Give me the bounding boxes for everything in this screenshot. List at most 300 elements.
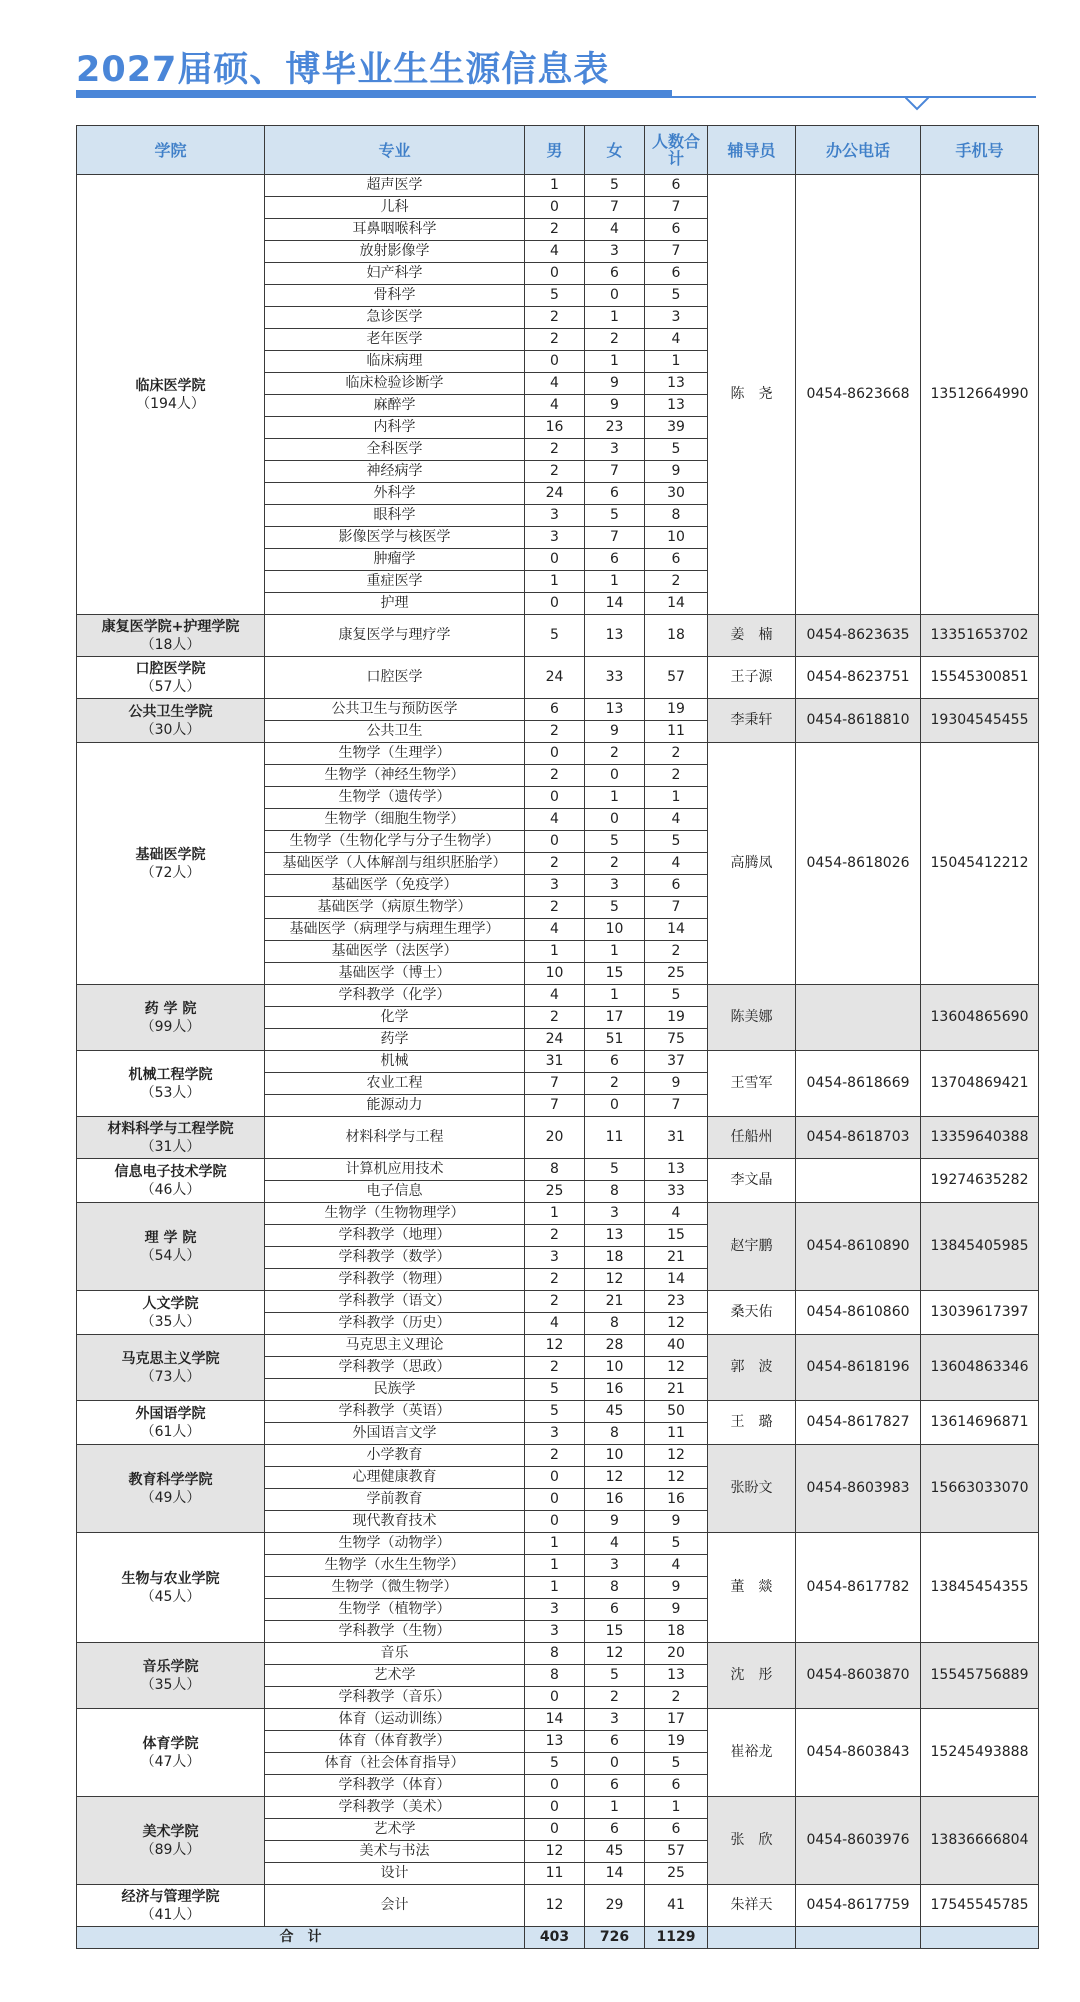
total-count-cell: 41	[645, 1885, 708, 1927]
major-cell: 超声医学	[265, 175, 525, 197]
female-count-cell: 1	[585, 985, 645, 1007]
office-phone-cell: 0454-8610860	[796, 1291, 921, 1335]
male-count-cell: 8	[525, 1159, 585, 1181]
counselor-cell: 李文晶	[708, 1159, 796, 1203]
male-count-cell: 1	[525, 941, 585, 963]
mobile-cell: 13845405985	[921, 1203, 1039, 1291]
counselor-cell: 陈美娜	[708, 985, 796, 1051]
mobile-cell: 15045412212	[921, 743, 1039, 985]
total-count-cell: 16	[645, 1489, 708, 1511]
major-cell: 体育（社会体育指导）	[265, 1753, 525, 1775]
female-count-cell: 4	[585, 1533, 645, 1555]
office-phone-cell	[796, 985, 921, 1051]
counselor-cell: 崔裕龙	[708, 1709, 796, 1797]
male-count-cell: 1	[525, 571, 585, 593]
major-cell: 麻醉学	[265, 395, 525, 417]
table-row	[77, 615, 1039, 657]
office-phone-cell: 0454-8603843	[796, 1709, 921, 1797]
female-count-cell: 51	[585, 1029, 645, 1051]
major-cell: 临床病理	[265, 351, 525, 373]
header-counselor: 辅导员	[708, 126, 796, 175]
major-cell: 材料科学与工程	[265, 1117, 525, 1159]
college-name: 理 学 院	[144, 1229, 197, 1246]
male-count-cell: 4	[525, 985, 585, 1007]
male-count-cell: 12	[525, 1841, 585, 1863]
total-count-cell: 5	[645, 985, 708, 1007]
header-major: 专业	[265, 126, 525, 175]
table-row	[77, 743, 1039, 765]
female-count-cell: 8	[585, 1423, 645, 1445]
female-count-cell: 28	[585, 1335, 645, 1357]
major-cell: 重症医学	[265, 571, 525, 593]
male-count-cell: 0	[525, 1797, 585, 1819]
college-count: （35人）	[140, 1313, 201, 1330]
major-cell: 农业工程	[265, 1073, 525, 1095]
total-count-cell: 2	[645, 765, 708, 787]
total-count-cell: 6	[645, 549, 708, 571]
office-phone-cell: 0454-8618669	[796, 1051, 921, 1117]
mobile-cell: 13604865690	[921, 985, 1039, 1051]
header-male: 男	[525, 126, 585, 175]
male-count-cell: 0	[525, 197, 585, 219]
college-name: 机械工程学院	[128, 1066, 213, 1083]
major-cell: 基础医学（病原生物学）	[265, 897, 525, 919]
male-count-cell: 16	[525, 417, 585, 439]
total-count-cell: 25	[645, 963, 708, 985]
table-body	[77, 175, 1039, 1927]
male-count-cell: 2	[525, 219, 585, 241]
total-count-cell: 7	[645, 1095, 708, 1117]
male-count-cell: 4	[525, 1313, 585, 1335]
college-cell	[77, 657, 265, 699]
male-count-cell: 3	[525, 1423, 585, 1445]
female-count-cell: 7	[585, 461, 645, 483]
major-cell: 学科教学（思政）	[265, 1357, 525, 1379]
college-cell	[77, 1051, 265, 1117]
total-count-cell: 75	[645, 1029, 708, 1051]
total-count-cell: 5	[645, 831, 708, 853]
college-cell	[77, 615, 265, 657]
college-count: （89人）	[140, 1841, 201, 1858]
male-count-cell: 3	[525, 1599, 585, 1621]
male-count-cell: 5	[525, 615, 585, 657]
total-count-cell: 57	[645, 657, 708, 699]
female-count-cell: 0	[585, 765, 645, 787]
college-name: 康复医学院+护理学院	[101, 618, 240, 635]
male-count-cell: 4	[525, 809, 585, 831]
mobile-cell: 19304545455	[921, 699, 1039, 743]
total-count-cell: 21	[645, 1247, 708, 1269]
total-count-cell: 6	[645, 875, 708, 897]
female-count-cell: 6	[585, 549, 645, 571]
table-row	[77, 1051, 1039, 1073]
male-count-cell: 2	[525, 439, 585, 461]
header-total: 人数合计	[645, 126, 708, 175]
female-count-cell: 14	[585, 593, 645, 615]
total-count-cell: 7	[645, 197, 708, 219]
total-count-cell: 11	[645, 721, 708, 743]
major-cell: 生物学（植物学）	[265, 1599, 525, 1621]
major-cell: 体育（体育教学）	[265, 1731, 525, 1753]
major-cell: 儿科	[265, 197, 525, 219]
female-count-cell: 29	[585, 1885, 645, 1927]
female-count-cell: 9	[585, 373, 645, 395]
total-count-cell: 12	[645, 1445, 708, 1467]
female-count-cell: 10	[585, 1357, 645, 1379]
male-count-cell: 24	[525, 657, 585, 699]
male-count-cell: 13	[525, 1731, 585, 1753]
female-count-cell: 1	[585, 1797, 645, 1819]
college-cell	[77, 1709, 265, 1797]
college-cell	[77, 1797, 265, 1885]
male-count-cell: 3	[525, 875, 585, 897]
female-count-cell: 1	[585, 941, 645, 963]
office-phone-cell: 0454-8623635	[796, 615, 921, 657]
major-cell: 学科教学（数学）	[265, 1247, 525, 1269]
counselor-cell: 李秉轩	[708, 699, 796, 743]
female-count-cell: 4	[585, 219, 645, 241]
total-count-cell: 50	[645, 1401, 708, 1423]
male-count-cell: 0	[525, 1687, 585, 1709]
total-count-cell: 12	[645, 1467, 708, 1489]
female-count-cell: 6	[585, 483, 645, 505]
major-cell: 全科医学	[265, 439, 525, 461]
total-count-cell: 12	[645, 1357, 708, 1379]
female-count-cell: 8	[585, 1181, 645, 1203]
male-count-cell: 0	[525, 351, 585, 373]
mobile-cell: 13845454355	[921, 1533, 1039, 1643]
total-count-cell: 14	[645, 1269, 708, 1291]
total-count-cell: 1	[645, 787, 708, 809]
major-cell: 现代教育技术	[265, 1511, 525, 1533]
college-count: （18人）	[140, 636, 201, 653]
counselor-cell: 高腾凤	[708, 743, 796, 985]
mobile-cell: 19274635282	[921, 1159, 1039, 1203]
total-count-cell: 13	[645, 1665, 708, 1687]
college-cell	[77, 1643, 265, 1709]
college-cell	[77, 175, 265, 615]
total-count-cell: 5	[645, 439, 708, 461]
major-cell: 生物学（生物物理学）	[265, 1203, 525, 1225]
male-count-cell: 3	[525, 505, 585, 527]
office-phone-cell: 0454-8623668	[796, 175, 921, 615]
male-count-cell: 3	[525, 1621, 585, 1643]
college-name: 教育科学学院	[128, 1471, 213, 1488]
female-count-cell: 1	[585, 787, 645, 809]
major-cell: 老年医学	[265, 329, 525, 351]
counselor-cell: 姜 楠	[708, 615, 796, 657]
male-count-cell: 2	[525, 1445, 585, 1467]
table-row	[77, 175, 1039, 197]
female-count-cell: 6	[585, 1775, 645, 1797]
mobile-cell: 15245493888	[921, 1709, 1039, 1797]
total-count-cell: 57	[645, 1841, 708, 1863]
female-count-cell: 15	[585, 1621, 645, 1643]
counselor-cell: 张盼文	[708, 1445, 796, 1533]
total-count-cell: 3	[645, 307, 708, 329]
mobile-cell: 13512664990	[921, 175, 1039, 615]
major-cell: 骨科学	[265, 285, 525, 307]
college-count: （47人）	[140, 1753, 201, 1770]
major-cell: 内科学	[265, 417, 525, 439]
college-cell	[77, 1203, 265, 1291]
male-count-cell: 1	[525, 1203, 585, 1225]
female-count-cell: 0	[585, 809, 645, 831]
male-count-cell: 31	[525, 1051, 585, 1073]
female-count-cell: 10	[585, 1445, 645, 1467]
female-count-cell: 6	[585, 263, 645, 285]
total-count-cell: 25	[645, 1863, 708, 1885]
male-count-cell: 2	[525, 307, 585, 329]
major-cell: 生物学（生物化学与分子生物学）	[265, 831, 525, 853]
female-count-cell: 12	[585, 1467, 645, 1489]
total-count-cell: 9	[645, 1073, 708, 1095]
major-cell: 学科教学（生物）	[265, 1621, 525, 1643]
major-cell: 学科教学（物理）	[265, 1269, 525, 1291]
female-count-cell: 5	[585, 1665, 645, 1687]
major-cell: 放射影像学	[265, 241, 525, 263]
male-count-cell: 0	[525, 1489, 585, 1511]
female-count-cell: 3	[585, 439, 645, 461]
male-count-cell: 8	[525, 1643, 585, 1665]
total-count-cell: 18	[645, 1621, 708, 1643]
major-cell: 妇产科学	[265, 263, 525, 285]
male-count-cell: 1	[525, 1577, 585, 1599]
male-count-cell: 5	[525, 1401, 585, 1423]
header-female: 女	[585, 126, 645, 175]
major-cell: 小学教育	[265, 1445, 525, 1467]
female-count-cell: 3	[585, 1203, 645, 1225]
female-count-cell: 3	[585, 1555, 645, 1577]
male-count-cell: 8	[525, 1665, 585, 1687]
total-count-cell: 39	[645, 417, 708, 439]
major-cell: 学科教学（历史）	[265, 1313, 525, 1335]
total-count-cell: 9	[645, 1599, 708, 1621]
major-cell: 生物学（微生物学）	[265, 1577, 525, 1599]
male-count-cell: 12	[525, 1335, 585, 1357]
major-cell: 艺术学	[265, 1665, 525, 1687]
male-count-cell: 25	[525, 1181, 585, 1203]
total-count-cell: 9	[645, 1577, 708, 1599]
total-count-cell: 1	[645, 1797, 708, 1819]
college-name: 经济与管理学院	[121, 1888, 220, 1905]
total-blank-counselor	[708, 1927, 796, 1949]
male-count-cell: 1	[525, 1533, 585, 1555]
female-count-cell: 1	[585, 571, 645, 593]
male-count-cell: 0	[525, 743, 585, 765]
female-count-cell: 33	[585, 657, 645, 699]
college-count: （45人）	[140, 1588, 201, 1605]
major-cell: 生物学（生理学）	[265, 743, 525, 765]
total-female: 726	[585, 1927, 645, 1949]
female-count-cell: 1	[585, 307, 645, 329]
counselor-cell: 王 璐	[708, 1401, 796, 1445]
major-cell: 临床检验诊断学	[265, 373, 525, 395]
female-count-cell: 21	[585, 1291, 645, 1313]
major-cell: 外国语言文学	[265, 1423, 525, 1445]
male-count-cell: 5	[525, 1379, 585, 1401]
major-cell: 计算机应用技术	[265, 1159, 525, 1181]
major-cell: 生物学（水生生物学）	[265, 1555, 525, 1577]
college-count: （73人）	[140, 1368, 201, 1385]
mobile-cell: 13614696871	[921, 1401, 1039, 1445]
male-count-cell: 1	[525, 1555, 585, 1577]
male-count-cell: 7	[525, 1095, 585, 1117]
mobile-cell: 15545756889	[921, 1643, 1039, 1709]
total-count-cell: 18	[645, 615, 708, 657]
college-count: （72人）	[140, 864, 201, 881]
female-count-cell: 0	[585, 285, 645, 307]
female-count-cell: 6	[585, 1599, 645, 1621]
major-cell: 学科教学（美术）	[265, 1797, 525, 1819]
female-count-cell: 5	[585, 831, 645, 853]
counselor-cell: 赵宇鹏	[708, 1203, 796, 1291]
office-phone-cell: 0454-8603870	[796, 1643, 921, 1709]
major-cell: 学科教学（音乐）	[265, 1687, 525, 1709]
major-cell: 康复医学与理疗学	[265, 615, 525, 657]
female-count-cell: 10	[585, 919, 645, 941]
counselor-cell: 郭 波	[708, 1335, 796, 1401]
counselor-cell: 任船州	[708, 1117, 796, 1159]
table-row	[77, 1335, 1039, 1357]
header-mobile: 手机号	[921, 126, 1039, 175]
female-count-cell: 7	[585, 197, 645, 219]
major-cell: 学科教学（化学）	[265, 985, 525, 1007]
female-count-cell: 5	[585, 1159, 645, 1181]
total-count-cell: 13	[645, 1159, 708, 1181]
total-count-cell: 5	[645, 285, 708, 307]
counselor-cell: 董 燚	[708, 1533, 796, 1643]
notch-decoration-icon	[905, 97, 929, 117]
female-count-cell: 17	[585, 1007, 645, 1029]
college-name: 人文学院	[142, 1295, 199, 1312]
college-name: 公共卫生学院	[128, 703, 213, 720]
total-count-cell: 33	[645, 1181, 708, 1203]
office-phone-cell	[796, 1159, 921, 1203]
male-count-cell: 4	[525, 395, 585, 417]
female-count-cell: 5	[585, 505, 645, 527]
major-cell: 急诊医学	[265, 307, 525, 329]
total-count-cell: 4	[645, 1555, 708, 1577]
college-cell	[77, 1445, 265, 1533]
table-row	[77, 1401, 1039, 1423]
female-count-cell: 12	[585, 1643, 645, 1665]
counselor-cell: 沈 彤	[708, 1643, 796, 1709]
male-count-cell: 2	[525, 721, 585, 743]
male-count-cell: 24	[525, 1029, 585, 1051]
college-cell	[77, 1885, 265, 1927]
office-phone-cell: 0454-8617827	[796, 1401, 921, 1445]
female-count-cell: 9	[585, 395, 645, 417]
major-cell: 艺术学	[265, 1819, 525, 1841]
female-count-cell: 45	[585, 1401, 645, 1423]
college-name: 信息电子技术学院	[114, 1163, 227, 1180]
total-count-cell: 5	[645, 1533, 708, 1555]
college-name: 材料科学与工程学院	[107, 1120, 234, 1137]
college-cell	[77, 1335, 265, 1401]
male-count-cell: 0	[525, 1511, 585, 1533]
male-count-cell: 1	[525, 175, 585, 197]
total-count-cell: 10	[645, 527, 708, 549]
total-count-cell: 2	[645, 1687, 708, 1709]
male-count-cell: 0	[525, 1819, 585, 1841]
total-count-cell: 40	[645, 1335, 708, 1357]
major-cell: 马克思主义理论	[265, 1335, 525, 1357]
male-count-cell: 4	[525, 919, 585, 941]
major-cell: 肿瘤学	[265, 549, 525, 571]
title-underline	[76, 90, 672, 98]
table-row	[77, 1159, 1039, 1181]
major-cell: 耳鼻咽喉科学	[265, 219, 525, 241]
table-row	[77, 1709, 1039, 1731]
major-cell: 基础医学（免疫学）	[265, 875, 525, 897]
major-cell: 生物学（细胞生物学）	[265, 809, 525, 831]
male-count-cell: 0	[525, 1467, 585, 1489]
table-row	[77, 1643, 1039, 1665]
female-count-cell: 1	[585, 351, 645, 373]
male-count-cell: 0	[525, 549, 585, 571]
college-count: （31人）	[140, 1138, 201, 1155]
office-phone-cell: 0454-8603983	[796, 1445, 921, 1533]
total-count-cell: 23	[645, 1291, 708, 1313]
female-count-cell: 45	[585, 1841, 645, 1863]
college-count: （30人）	[140, 721, 201, 738]
major-cell: 生物学（神经生物学）	[265, 765, 525, 787]
male-count-cell: 2	[525, 1269, 585, 1291]
male-count-cell: 5	[525, 285, 585, 307]
mobile-cell: 13351653702	[921, 615, 1039, 657]
female-count-cell: 9	[585, 1511, 645, 1533]
female-count-cell: 16	[585, 1379, 645, 1401]
major-cell: 药学	[265, 1029, 525, 1051]
major-cell: 公共卫生	[265, 721, 525, 743]
total-count-cell: 7	[645, 241, 708, 263]
female-count-cell: 14	[585, 1863, 645, 1885]
female-count-cell: 13	[585, 699, 645, 721]
college-cell	[77, 1401, 265, 1445]
office-phone-cell: 0454-8603976	[796, 1797, 921, 1885]
male-count-cell: 2	[525, 765, 585, 787]
total-count-cell: 17	[645, 1709, 708, 1731]
female-count-cell: 2	[585, 1073, 645, 1095]
college-cell	[77, 1117, 265, 1159]
male-count-cell: 0	[525, 263, 585, 285]
total-blank-office	[796, 1927, 921, 1949]
total-blank-mobile	[921, 1927, 1039, 1949]
total-count-cell: 11	[645, 1423, 708, 1445]
major-cell: 美术与书法	[265, 1841, 525, 1863]
male-count-cell: 20	[525, 1117, 585, 1159]
male-count-cell: 3	[525, 1247, 585, 1269]
college-cell	[77, 699, 265, 743]
major-cell: 基础医学（病理学与病理生理学）	[265, 919, 525, 941]
office-phone-cell: 0454-8618026	[796, 743, 921, 985]
male-count-cell: 0	[525, 787, 585, 809]
mobile-cell: 13604863346	[921, 1335, 1039, 1401]
total-count-cell: 6	[645, 1819, 708, 1841]
male-count-cell: 5	[525, 1753, 585, 1775]
table-row	[77, 1885, 1039, 1927]
counselor-cell: 王子源	[708, 657, 796, 699]
college-name: 口腔医学院	[135, 660, 206, 677]
header-college: 学院	[77, 126, 265, 175]
female-count-cell: 16	[585, 1489, 645, 1511]
female-count-cell: 6	[585, 1051, 645, 1073]
female-count-cell: 7	[585, 527, 645, 549]
total-count-cell: 6	[645, 1775, 708, 1797]
total-count-cell: 4	[645, 809, 708, 831]
office-phone-cell: 0454-8610890	[796, 1203, 921, 1291]
